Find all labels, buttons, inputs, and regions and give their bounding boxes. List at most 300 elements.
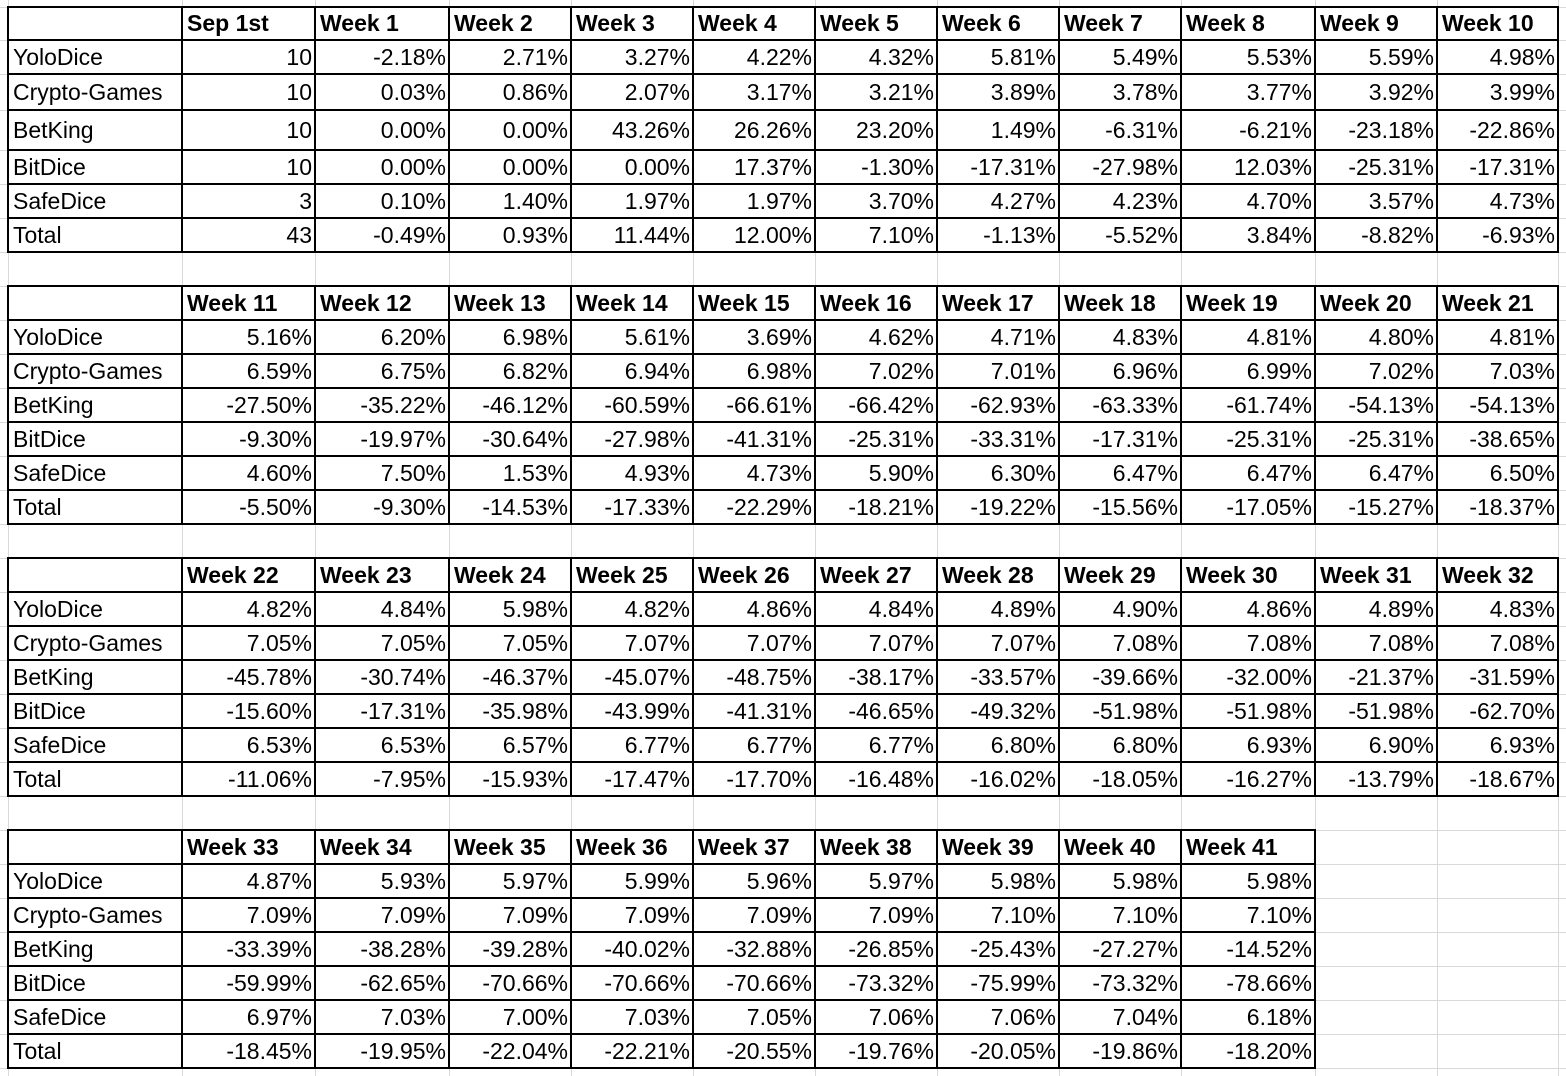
data-cell[interactable]: 1.40%	[449, 184, 571, 218]
data-cell[interactable]: -19.86%	[1059, 1034, 1181, 1068]
data-cell[interactable]: 6.77%	[693, 728, 815, 762]
data-cell[interactable]: -9.30%	[182, 422, 315, 456]
data-cell[interactable]: -25.43%	[937, 932, 1059, 966]
column-header[interactable]: Week 6	[937, 7, 1059, 40]
data-cell[interactable]: 7.10%	[1181, 898, 1315, 932]
row-label[interactable]: BitDice	[8, 694, 182, 728]
data-cell[interactable]: -6.21%	[1181, 110, 1315, 150]
column-header[interactable]: Week 5	[815, 7, 937, 40]
data-cell[interactable]: -8.82%	[1315, 218, 1437, 252]
column-header[interactable]: Week 13	[449, 286, 571, 320]
data-cell[interactable]: 3.17%	[693, 74, 815, 110]
corner-cell[interactable]	[8, 286, 182, 320]
data-cell[interactable]: 0.00%	[315, 110, 449, 150]
data-cell[interactable]: -38.28%	[315, 932, 449, 966]
data-cell[interactable]: 7.07%	[815, 626, 937, 660]
data-cell[interactable]: 4.83%	[1059, 320, 1181, 354]
column-header[interactable]: Week 14	[571, 286, 693, 320]
data-cell[interactable]: 7.08%	[1181, 626, 1315, 660]
data-cell[interactable]: -30.64%	[449, 422, 571, 456]
column-header[interactable]: Week 16	[815, 286, 937, 320]
data-cell[interactable]: -6.31%	[1059, 110, 1181, 150]
data-cell[interactable]: 5.98%	[1059, 864, 1181, 898]
data-cell[interactable]: -9.30%	[315, 490, 449, 524]
column-header[interactable]: Week 25	[571, 558, 693, 592]
data-cell[interactable]: 2.71%	[449, 40, 571, 74]
column-header[interactable]: Week 28	[937, 558, 1059, 592]
data-cell[interactable]: 7.00%	[449, 1000, 571, 1034]
data-cell[interactable]: 7.08%	[1059, 626, 1181, 660]
data-cell[interactable]: 5.61%	[571, 320, 693, 354]
data-cell[interactable]: 6.77%	[571, 728, 693, 762]
data-cell[interactable]: -63.33%	[1059, 388, 1181, 422]
data-cell[interactable]: -14.53%	[449, 490, 571, 524]
data-cell[interactable]: -15.56%	[1059, 490, 1181, 524]
data-cell[interactable]: -22.21%	[571, 1034, 693, 1068]
row-label[interactable]: Total	[8, 1034, 182, 1068]
data-cell[interactable]: -35.22%	[315, 388, 449, 422]
data-cell[interactable]: -33.39%	[182, 932, 315, 966]
row-label[interactable]: YoloDice	[8, 40, 182, 74]
data-cell[interactable]: 6.30%	[937, 456, 1059, 490]
data-cell[interactable]: -62.65%	[315, 966, 449, 1000]
data-cell[interactable]: 0.00%	[449, 150, 571, 184]
data-cell[interactable]: 4.87%	[182, 864, 315, 898]
data-cell[interactable]: -18.20%	[1181, 1034, 1315, 1068]
data-cell[interactable]: -27.98%	[1059, 150, 1181, 184]
data-cell[interactable]: -39.66%	[1059, 660, 1181, 694]
data-cell[interactable]: -46.37%	[449, 660, 571, 694]
data-cell[interactable]: 6.53%	[315, 728, 449, 762]
data-cell[interactable]: -2.18%	[315, 40, 449, 74]
data-cell[interactable]: -78.66%	[1181, 966, 1315, 1000]
data-cell[interactable]: -51.98%	[1315, 694, 1437, 728]
data-cell[interactable]: 4.71%	[937, 320, 1059, 354]
data-cell[interactable]: 7.09%	[815, 898, 937, 932]
data-cell[interactable]: 43.26%	[571, 110, 693, 150]
data-cell[interactable]: 6.57%	[449, 728, 571, 762]
column-header[interactable]: Week 33	[182, 830, 315, 864]
data-cell[interactable]: 7.05%	[449, 626, 571, 660]
data-cell[interactable]: 6.94%	[571, 354, 693, 388]
column-header[interactable]: Week 19	[1181, 286, 1315, 320]
data-cell[interactable]: 3.84%	[1181, 218, 1315, 252]
data-cell[interactable]: -32.88%	[693, 932, 815, 966]
data-cell[interactable]: -18.45%	[182, 1034, 315, 1068]
row-label[interactable]: Crypto-Games	[8, 74, 182, 110]
data-cell[interactable]: 6.82%	[449, 354, 571, 388]
data-cell[interactable]: 6.98%	[693, 354, 815, 388]
data-cell[interactable]: -1.13%	[937, 218, 1059, 252]
data-cell[interactable]: 17.37%	[693, 150, 815, 184]
data-cell[interactable]: -15.93%	[449, 762, 571, 796]
corner-cell[interactable]	[8, 558, 182, 592]
data-cell[interactable]: 6.53%	[182, 728, 315, 762]
data-cell[interactable]: 6.80%	[937, 728, 1059, 762]
data-cell[interactable]: -18.21%	[815, 490, 937, 524]
column-header[interactable]: Week 10	[1437, 7, 1558, 40]
data-cell[interactable]: -73.32%	[815, 966, 937, 1000]
data-cell[interactable]: 4.84%	[315, 592, 449, 626]
data-cell[interactable]: 4.60%	[182, 456, 315, 490]
data-cell[interactable]: 5.97%	[815, 864, 937, 898]
column-header[interactable]: Week 20	[1315, 286, 1437, 320]
row-label[interactable]: Crypto-Games	[8, 898, 182, 932]
data-cell[interactable]: -46.65%	[815, 694, 937, 728]
data-cell[interactable]: 7.07%	[937, 626, 1059, 660]
data-cell[interactable]: -17.31%	[937, 150, 1059, 184]
row-label[interactable]: Crypto-Games	[8, 626, 182, 660]
data-cell[interactable]: 0.86%	[449, 74, 571, 110]
data-cell[interactable]: -30.74%	[315, 660, 449, 694]
data-cell[interactable]: 6.20%	[315, 320, 449, 354]
data-cell[interactable]: -27.27%	[1059, 932, 1181, 966]
column-header[interactable]: Week 11	[182, 286, 315, 320]
column-header[interactable]: Week 18	[1059, 286, 1181, 320]
data-cell[interactable]: 5.97%	[449, 864, 571, 898]
data-cell[interactable]: 3	[182, 184, 315, 218]
row-label[interactable]: BitDice	[8, 966, 182, 1000]
data-cell[interactable]: -21.37%	[1315, 660, 1437, 694]
data-cell[interactable]: 3.69%	[693, 320, 815, 354]
column-header[interactable]: Week 2	[449, 7, 571, 40]
data-cell[interactable]: -49.32%	[937, 694, 1059, 728]
data-cell[interactable]: 7.09%	[315, 898, 449, 932]
data-cell[interactable]: 7.50%	[315, 456, 449, 490]
data-cell[interactable]: -17.31%	[315, 694, 449, 728]
data-cell[interactable]: 3.70%	[815, 184, 937, 218]
row-label[interactable]: SafeDice	[8, 184, 182, 218]
data-cell[interactable]: -70.66%	[693, 966, 815, 1000]
data-cell[interactable]: -23.18%	[1315, 110, 1437, 150]
data-cell[interactable]: -0.49%	[315, 218, 449, 252]
column-header[interactable]: Week 17	[937, 286, 1059, 320]
data-cell[interactable]: 4.70%	[1181, 184, 1315, 218]
data-cell[interactable]: -19.76%	[815, 1034, 937, 1068]
column-header[interactable]: Week 41	[1181, 830, 1315, 864]
data-cell[interactable]: 7.02%	[815, 354, 937, 388]
data-cell[interactable]: -19.22%	[937, 490, 1059, 524]
column-header[interactable]: Week 21	[1437, 286, 1558, 320]
data-cell[interactable]: -17.33%	[571, 490, 693, 524]
column-header[interactable]: Week 12	[315, 286, 449, 320]
data-cell[interactable]: -19.97%	[315, 422, 449, 456]
data-cell[interactable]: 4.22%	[693, 40, 815, 74]
data-cell[interactable]: -62.70%	[1437, 694, 1558, 728]
column-header[interactable]: Week 27	[815, 558, 937, 592]
row-label[interactable]: BetKing	[8, 110, 182, 150]
row-label[interactable]: Crypto-Games	[8, 354, 182, 388]
data-cell[interactable]: 7.09%	[449, 898, 571, 932]
data-cell[interactable]: -11.06%	[182, 762, 315, 796]
data-cell[interactable]: -16.48%	[815, 762, 937, 796]
data-cell[interactable]: 7.05%	[315, 626, 449, 660]
column-header[interactable]: Week 8	[1181, 7, 1315, 40]
data-cell[interactable]: 4.23%	[1059, 184, 1181, 218]
row-label[interactable]: BetKing	[8, 660, 182, 694]
data-cell[interactable]: 43	[182, 218, 315, 252]
data-cell[interactable]: 5.59%	[1315, 40, 1437, 74]
data-cell[interactable]: -27.50%	[182, 388, 315, 422]
data-cell[interactable]: 12.00%	[693, 218, 815, 252]
data-cell[interactable]: -75.99%	[937, 966, 1059, 1000]
data-cell[interactable]: 7.07%	[693, 626, 815, 660]
row-label[interactable]: BetKing	[8, 388, 182, 422]
data-cell[interactable]: -17.31%	[1437, 150, 1558, 184]
data-cell[interactable]: 7.08%	[1315, 626, 1437, 660]
data-cell[interactable]: 4.62%	[815, 320, 937, 354]
column-header[interactable]: Week 32	[1437, 558, 1558, 592]
data-cell[interactable]: -15.27%	[1315, 490, 1437, 524]
corner-cell[interactable]	[8, 830, 182, 864]
data-cell[interactable]: 6.96%	[1059, 354, 1181, 388]
data-cell[interactable]: 4.82%	[182, 592, 315, 626]
column-header[interactable]: Week 7	[1059, 7, 1181, 40]
data-cell[interactable]: 1.97%	[571, 184, 693, 218]
data-cell[interactable]: -22.29%	[693, 490, 815, 524]
column-header[interactable]: Sep 1st	[182, 7, 315, 40]
data-cell[interactable]: -41.31%	[693, 694, 815, 728]
data-cell[interactable]: -18.67%	[1437, 762, 1558, 796]
data-cell[interactable]: -25.31%	[1315, 150, 1437, 184]
row-label[interactable]: YoloDice	[8, 864, 182, 898]
data-cell[interactable]: 3.77%	[1181, 74, 1315, 110]
data-cell[interactable]: -18.37%	[1437, 490, 1558, 524]
data-cell[interactable]: -70.66%	[449, 966, 571, 1000]
data-cell[interactable]: -27.98%	[571, 422, 693, 456]
row-label[interactable]: YoloDice	[8, 320, 182, 354]
data-cell[interactable]: -5.52%	[1059, 218, 1181, 252]
data-cell[interactable]: -1.30%	[815, 150, 937, 184]
data-cell[interactable]: -14.52%	[1181, 932, 1315, 966]
data-cell[interactable]: 6.18%	[1181, 1000, 1315, 1034]
data-cell[interactable]: 3.57%	[1315, 184, 1437, 218]
data-cell[interactable]: 4.89%	[1315, 592, 1437, 626]
data-cell[interactable]: 7.10%	[1059, 898, 1181, 932]
data-cell[interactable]: 0.00%	[315, 150, 449, 184]
data-cell[interactable]: 5.98%	[449, 592, 571, 626]
row-label[interactable]: BetKing	[8, 932, 182, 966]
data-cell[interactable]: 6.90%	[1315, 728, 1437, 762]
row-label[interactable]: SafeDice	[8, 1000, 182, 1034]
data-cell[interactable]: -51.98%	[1181, 694, 1315, 728]
column-header[interactable]: Week 38	[815, 830, 937, 864]
column-header[interactable]: Week 4	[693, 7, 815, 40]
data-cell[interactable]: -17.47%	[571, 762, 693, 796]
data-cell[interactable]: -25.31%	[1181, 422, 1315, 456]
data-cell[interactable]: -17.05%	[1181, 490, 1315, 524]
data-cell[interactable]: 6.99%	[1181, 354, 1315, 388]
data-cell[interactable]: 0.00%	[449, 110, 571, 150]
data-cell[interactable]: -35.98%	[449, 694, 571, 728]
data-cell[interactable]: 7.09%	[182, 898, 315, 932]
data-cell[interactable]: 7.01%	[937, 354, 1059, 388]
data-cell[interactable]: 11.44%	[571, 218, 693, 252]
data-cell[interactable]: 6.47%	[1315, 456, 1437, 490]
data-cell[interactable]: 0.03%	[315, 74, 449, 110]
row-label[interactable]: SafeDice	[8, 728, 182, 762]
data-cell[interactable]: -61.74%	[1181, 388, 1315, 422]
data-cell[interactable]: -51.98%	[1059, 694, 1181, 728]
column-header[interactable]: Week 36	[571, 830, 693, 864]
row-label[interactable]: BitDice	[8, 150, 182, 184]
data-cell[interactable]: 10	[182, 150, 315, 184]
data-cell[interactable]: -46.12%	[449, 388, 571, 422]
data-cell[interactable]: 4.86%	[1181, 592, 1315, 626]
data-cell[interactable]: -22.04%	[449, 1034, 571, 1068]
data-cell[interactable]: 4.27%	[937, 184, 1059, 218]
data-cell[interactable]: 5.81%	[937, 40, 1059, 74]
column-header[interactable]: Week 31	[1315, 558, 1437, 592]
data-cell[interactable]: 7.07%	[571, 626, 693, 660]
data-cell[interactable]: 0.93%	[449, 218, 571, 252]
data-cell[interactable]: -32.00%	[1181, 660, 1315, 694]
data-cell[interactable]: -40.02%	[571, 932, 693, 966]
data-cell[interactable]: -20.05%	[937, 1034, 1059, 1068]
data-cell[interactable]: 5.96%	[693, 864, 815, 898]
data-cell[interactable]: 7.10%	[937, 898, 1059, 932]
data-cell[interactable]: 4.80%	[1315, 320, 1437, 354]
data-cell[interactable]: 6.97%	[182, 1000, 315, 1034]
data-cell[interactable]: 4.81%	[1437, 320, 1558, 354]
data-cell[interactable]: 4.82%	[571, 592, 693, 626]
corner-cell[interactable]	[8, 7, 182, 40]
column-header[interactable]: Week 40	[1059, 830, 1181, 864]
data-cell[interactable]: -17.31%	[1059, 422, 1181, 456]
data-cell[interactable]: 6.77%	[815, 728, 937, 762]
data-cell[interactable]: 1.49%	[937, 110, 1059, 150]
data-cell[interactable]: 6.75%	[315, 354, 449, 388]
data-cell[interactable]: 7.05%	[693, 1000, 815, 1034]
data-cell[interactable]: 5.49%	[1059, 40, 1181, 74]
data-cell[interactable]: -73.32%	[1059, 966, 1181, 1000]
data-cell[interactable]: -54.13%	[1437, 388, 1558, 422]
data-cell[interactable]: -54.13%	[1315, 388, 1437, 422]
data-cell[interactable]: -39.28%	[449, 932, 571, 966]
data-cell[interactable]: -19.95%	[315, 1034, 449, 1068]
data-cell[interactable]: 6.93%	[1437, 728, 1558, 762]
data-cell[interactable]: -22.86%	[1437, 110, 1558, 150]
data-cell[interactable]: 0.10%	[315, 184, 449, 218]
row-label[interactable]: SafeDice	[8, 456, 182, 490]
data-cell[interactable]: 7.05%	[182, 626, 315, 660]
data-cell[interactable]: 7.03%	[1437, 354, 1558, 388]
data-cell[interactable]: 3.92%	[1315, 74, 1437, 110]
data-cell[interactable]: 0.00%	[571, 150, 693, 184]
data-cell[interactable]: -38.17%	[815, 660, 937, 694]
column-header[interactable]: Week 29	[1059, 558, 1181, 592]
data-cell[interactable]: 7.06%	[815, 1000, 937, 1034]
row-label[interactable]: YoloDice	[8, 592, 182, 626]
data-cell[interactable]: -31.59%	[1437, 660, 1558, 694]
data-cell[interactable]: -25.31%	[815, 422, 937, 456]
data-cell[interactable]: -18.05%	[1059, 762, 1181, 796]
data-cell[interactable]: 7.09%	[571, 898, 693, 932]
data-cell[interactable]: 7.02%	[1315, 354, 1437, 388]
data-cell[interactable]: 2.07%	[571, 74, 693, 110]
data-cell[interactable]: -66.61%	[693, 388, 815, 422]
data-cell[interactable]: 4.84%	[815, 592, 937, 626]
data-cell[interactable]: 6.50%	[1437, 456, 1558, 490]
data-cell[interactable]: -16.02%	[937, 762, 1059, 796]
data-cell[interactable]: 4.73%	[693, 456, 815, 490]
row-label[interactable]: Total	[8, 490, 182, 524]
data-cell[interactable]: -7.95%	[315, 762, 449, 796]
data-cell[interactable]: 10	[182, 110, 315, 150]
column-header[interactable]: Week 30	[1181, 558, 1315, 592]
data-cell[interactable]: 5.16%	[182, 320, 315, 354]
data-cell[interactable]: 23.20%	[815, 110, 937, 150]
data-cell[interactable]: -5.50%	[182, 490, 315, 524]
data-cell[interactable]: 12.03%	[1181, 150, 1315, 184]
data-cell[interactable]: -66.42%	[815, 388, 937, 422]
data-cell[interactable]: 7.03%	[315, 1000, 449, 1034]
data-cell[interactable]: 26.26%	[693, 110, 815, 150]
data-cell[interactable]: -38.65%	[1437, 422, 1558, 456]
data-cell[interactable]: 3.78%	[1059, 74, 1181, 110]
data-cell[interactable]: -62.93%	[937, 388, 1059, 422]
data-cell[interactable]: 5.99%	[571, 864, 693, 898]
data-cell[interactable]: 7.03%	[571, 1000, 693, 1034]
data-cell[interactable]: -13.79%	[1315, 762, 1437, 796]
column-header[interactable]: Week 3	[571, 7, 693, 40]
row-label[interactable]: BitDice	[8, 422, 182, 456]
row-label[interactable]: Total	[8, 762, 182, 796]
column-header[interactable]: Week 22	[182, 558, 315, 592]
data-cell[interactable]: -43.99%	[571, 694, 693, 728]
data-cell[interactable]: -26.85%	[815, 932, 937, 966]
data-cell[interactable]: -16.27%	[1181, 762, 1315, 796]
data-cell[interactable]: 6.80%	[1059, 728, 1181, 762]
data-cell[interactable]: 4.89%	[937, 592, 1059, 626]
data-cell[interactable]: -17.70%	[693, 762, 815, 796]
data-cell[interactable]: 10	[182, 40, 315, 74]
data-cell[interactable]: 6.98%	[449, 320, 571, 354]
data-cell[interactable]: 5.98%	[937, 864, 1059, 898]
data-cell[interactable]: 4.86%	[693, 592, 815, 626]
column-header[interactable]: Week 37	[693, 830, 815, 864]
data-cell[interactable]: -45.78%	[182, 660, 315, 694]
data-cell[interactable]: 6.59%	[182, 354, 315, 388]
data-cell[interactable]: 5.98%	[1181, 864, 1315, 898]
data-cell[interactable]: 3.89%	[937, 74, 1059, 110]
column-header[interactable]: Week 24	[449, 558, 571, 592]
data-cell[interactable]: 7.06%	[937, 1000, 1059, 1034]
data-cell[interactable]: 7.10%	[815, 218, 937, 252]
data-cell[interactable]: 4.83%	[1437, 592, 1558, 626]
data-cell[interactable]: 4.73%	[1437, 184, 1558, 218]
data-cell[interactable]: 7.04%	[1059, 1000, 1181, 1034]
data-cell[interactable]: -6.93%	[1437, 218, 1558, 252]
data-cell[interactable]: -48.75%	[693, 660, 815, 694]
data-cell[interactable]: 5.53%	[1181, 40, 1315, 74]
data-cell[interactable]: -15.60%	[182, 694, 315, 728]
data-cell[interactable]: 1.53%	[449, 456, 571, 490]
data-cell[interactable]: -60.59%	[571, 388, 693, 422]
data-cell[interactable]: 7.08%	[1437, 626, 1558, 660]
data-cell[interactable]: 3.21%	[815, 74, 937, 110]
data-cell[interactable]: 4.98%	[1437, 40, 1558, 74]
column-header[interactable]: Week 34	[315, 830, 449, 864]
column-header[interactable]: Week 15	[693, 286, 815, 320]
data-cell[interactable]: 3.99%	[1437, 74, 1558, 110]
data-cell[interactable]: 7.09%	[693, 898, 815, 932]
data-cell[interactable]: -33.31%	[937, 422, 1059, 456]
row-label[interactable]: Total	[8, 218, 182, 252]
data-cell[interactable]: 4.81%	[1181, 320, 1315, 354]
data-cell[interactable]: 4.32%	[815, 40, 937, 74]
data-cell[interactable]: 4.93%	[571, 456, 693, 490]
